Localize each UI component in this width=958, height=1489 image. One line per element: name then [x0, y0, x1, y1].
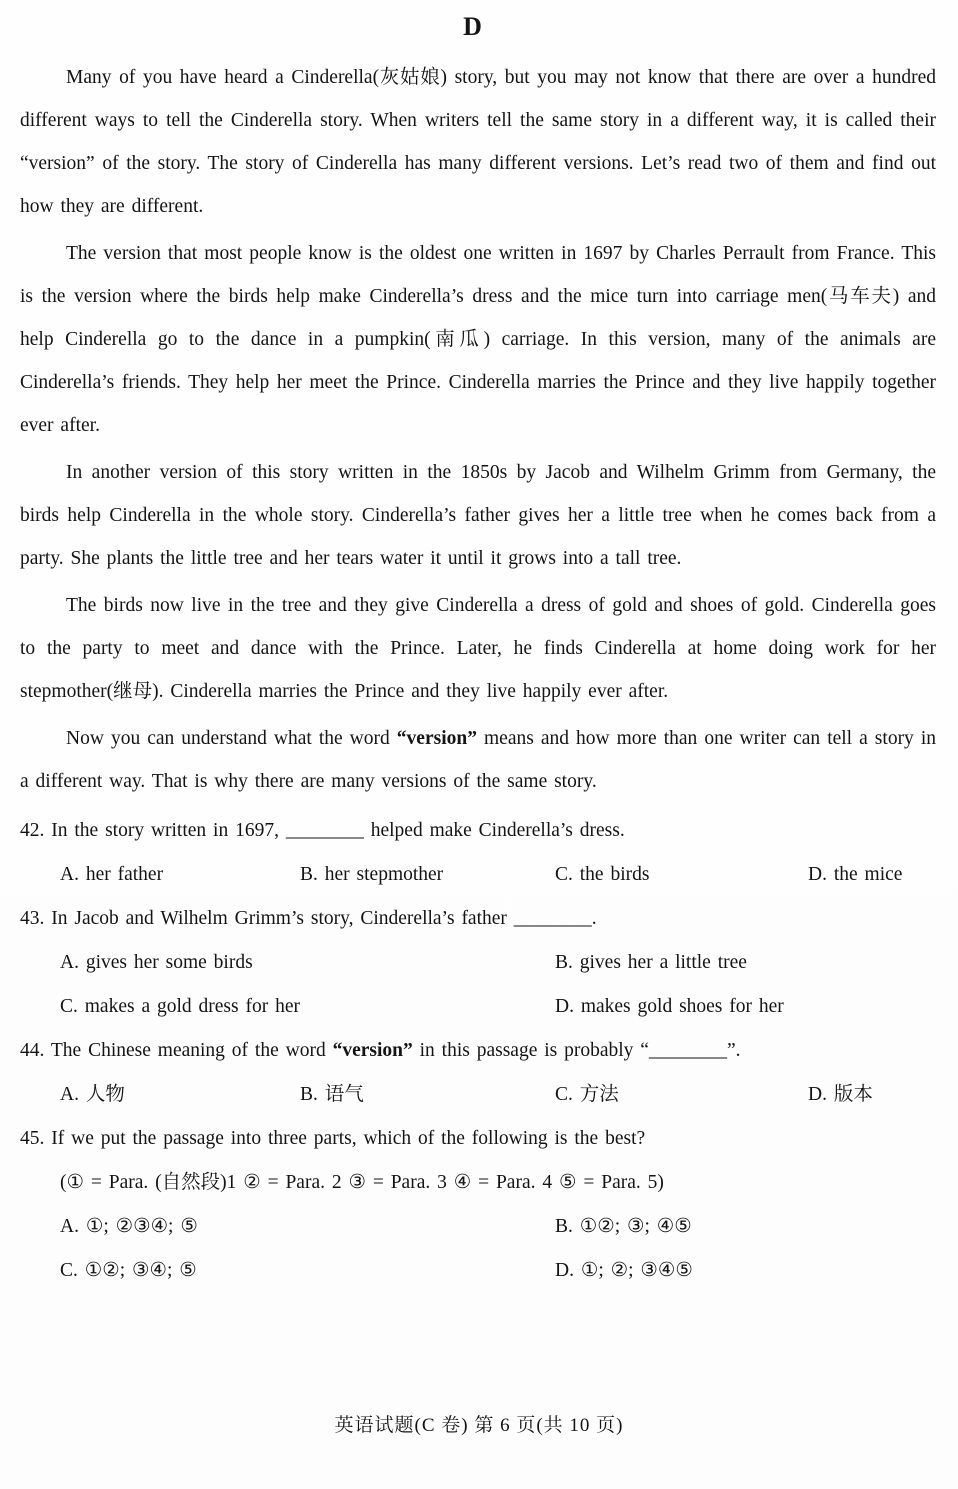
question-45-stem: 45. If we put the passage into three parts, which of the following is the best? [20, 1128, 646, 1149]
question-45-paragraph-key: (① = Para. (自然段)1 ② = Para. 2 ③ = Para. 3 ④ = Para. 4 ⑤ = Para. 5) [60, 1172, 664, 1193]
passage-paragraph-1: Many of you have heard a Cinderella(灰姑娘) story, but you may not know that there are over a hundred different ways to tell the Cinderella story. When writers tell the same story in a different way, it is called their “version” of the story. The story of Cinderella has many different versions. Let’s read two of them and find out how they are different. [20, 67, 936, 217]
section-heading: D [463, 12, 483, 41]
question-42-option-d: D. the mice [808, 864, 903, 885]
page-footer: 英语试题(C 卷) 第 6 页(共 10 页) [334, 1415, 624, 1436]
question-42-stem: 42. In the story written in 1697, ________ helped make Cinderella’s dress. [20, 820, 625, 841]
passage-paragraph-4: The birds now live in the tree and they give Cinderella a dress of gold and shoes of gold. Cinderella goes to the party to meet and dance with the Prince. Later, he finds Cinderella at home doing work for her stepmother(继母). Cinderella marries the Prince and they live happily ever after. [20, 595, 936, 702]
reading-passage [20, 56, 936, 803]
question-42-option-a: A. her father [60, 864, 164, 885]
question-45-option-d: D. ①; ②; ③④⑤ [555, 1260, 693, 1281]
question-45-option-c: C. ①②; ③④; ⑤ [60, 1260, 197, 1281]
question-42-option-c: C. the birds [555, 864, 650, 885]
question-42 [20, 809, 936, 897]
question-44-stem-pre: 44. The Chinese meaning of the word [20, 1040, 333, 1061]
paragraph-5-bold-word: “version” [396, 728, 477, 749]
question-43 [20, 897, 936, 1029]
question-43-option-c: C. makes a gold dress for her [60, 996, 300, 1017]
paragraph-5-post: means and how more than one writer can tell a story in a different way. That is why there are many versions of the same story. [20, 728, 937, 792]
question-44-options [20, 1073, 936, 1117]
question-43-option-b: B. gives her a little tree [555, 952, 747, 973]
question-43-option-d: D. makes gold shoes for her [555, 996, 784, 1017]
question-list [20, 809, 936, 1293]
question-43-stem: 43. In Jacob and Wilhelm Grimm’s story, Cinderella’s father ________. [20, 908, 597, 929]
question-42-options [20, 853, 936, 897]
question-45-options [20, 1205, 936, 1293]
passage-paragraph-2: The version that most people know is the oldest one written in 1697 by Charles Perrault from France. This is the version where the birds help make Cinderella’s dress and the mice turn into carriage men(马车夫) and help Cinderella go to the dance in a pumpkin(南瓜) carriage. In this version, many of the animals are Cinderella’s friends. They help her meet the Prince. Cinderella marries the Prince and they live happily together ever after. [20, 243, 936, 436]
question-44-stem-post: in this passage is probably “________”. [412, 1040, 741, 1061]
question-44-option-d: D. 版本 [808, 1084, 873, 1105]
question-45-option-b: B. ①②; ③; ④⑤ [555, 1216, 692, 1237]
question-44 [20, 1029, 936, 1117]
question-44-option-c: C. 方法 [555, 1084, 619, 1105]
passage-paragraph-3: In another version of this story written in the 1850s by Jacob and Wilhelm Grimm from Germany, the birds help Cinderella in the whole story. Cinderella’s father gives her a little tree when he comes back from a party. She plants the little tree and her tears water it until it grows into a tall tree. [20, 462, 936, 569]
question-43-options [20, 941, 936, 1029]
passage-paragraph-5 [20, 717, 936, 803]
question-44-option-a: A. 人物 [60, 1084, 125, 1105]
question-43-option-a: A. gives her some birds [60, 952, 253, 973]
question-44-option-b: B. 语气 [300, 1084, 364, 1105]
question-45 [20, 1117, 936, 1293]
question-44-stem [20, 1029, 936, 1073]
question-45-option-a: A. ①; ②③④; ⑤ [60, 1216, 198, 1237]
question-44-stem-bold-word: “version” [332, 1040, 413, 1061]
question-42-option-b: B. her stepmother [300, 864, 444, 885]
paragraph-5-pre: Now you can understand what the word [66, 728, 397, 749]
